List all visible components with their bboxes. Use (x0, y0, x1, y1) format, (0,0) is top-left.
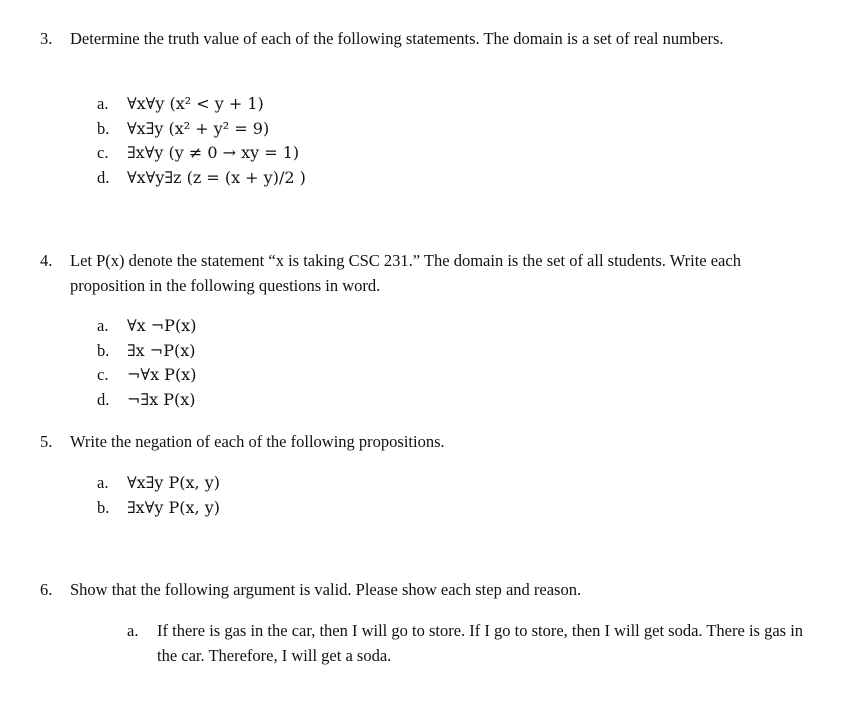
question-5 (40, 429, 820, 454)
math-expression: ∃x∀y (y ≠ 0 → xy = 1) (127, 143, 300, 162)
question-number: 4. (40, 251, 53, 270)
math-expression: ∃x∀y P(x, y) (127, 497, 220, 517)
list-item (97, 339, 196, 364)
item-label: b. (97, 118, 110, 138)
item-label: b. (97, 340, 110, 360)
question-3 (40, 26, 820, 51)
question-text: Show that the following argument is valid. Please show each step and reason. (70, 580, 582, 599)
argument-text: If there is gas in the car, then I will go to store. If I go to store, then I will get soda. There is gas in the car. Therefore, I will get a soda. (157, 621, 804, 665)
math-expression: ∀x∀y (x² < y + 1) (127, 94, 264, 113)
question-3-items (97, 92, 306, 190)
item-label: b. (97, 497, 110, 517)
math-expression: ¬∃x P(x) (127, 389, 196, 409)
item-label: a. (97, 316, 109, 335)
list-item (97, 496, 220, 521)
item-label: d. (97, 167, 110, 187)
list-item (97, 141, 306, 166)
question-4-items (97, 314, 196, 412)
math-expression: ∀x∀y∃z (z = (x + y)/2 ) (127, 167, 306, 187)
list-item (97, 471, 220, 496)
math-expression: ∀x∃y (x² + y² = 9) (127, 118, 270, 138)
math-expression: ∃x ¬P(x) (127, 340, 196, 360)
question-text: Let P(x) denote the statement “x is taking CSC 231.” The domain is the set of all students. Write each proposition in the following questions in word. (70, 251, 741, 295)
list-item (97, 117, 306, 142)
question-number: 5. (40, 432, 53, 451)
question-6 (40, 577, 820, 602)
item-label: a. (97, 473, 109, 492)
math-expression: ¬∀x P(x) (127, 365, 197, 384)
question-number: 6. (40, 580, 53, 599)
item-label: a. (127, 621, 139, 640)
list-item (97, 388, 196, 413)
question-5-items (97, 471, 220, 520)
list-item (97, 92, 306, 117)
question-4 (40, 248, 820, 298)
math-expression: ∀x∃y P(x, y) (127, 473, 220, 492)
list-item (97, 166, 306, 191)
question-text: Determine the truth value of each of the following statements. The domain is a set of real numbers. (70, 29, 724, 48)
list-item (97, 314, 196, 339)
question-number: 3. (40, 29, 53, 48)
item-label: a. (97, 94, 109, 113)
list-item (127, 618, 807, 668)
list-item (97, 363, 196, 388)
item-label: d. (97, 389, 110, 409)
item-label: c. (97, 143, 109, 162)
math-expression: ∀x ¬P(x) (127, 316, 197, 335)
item-label: c. (97, 365, 109, 384)
question-text: Write the negation of each of the following propositions. (70, 432, 445, 451)
